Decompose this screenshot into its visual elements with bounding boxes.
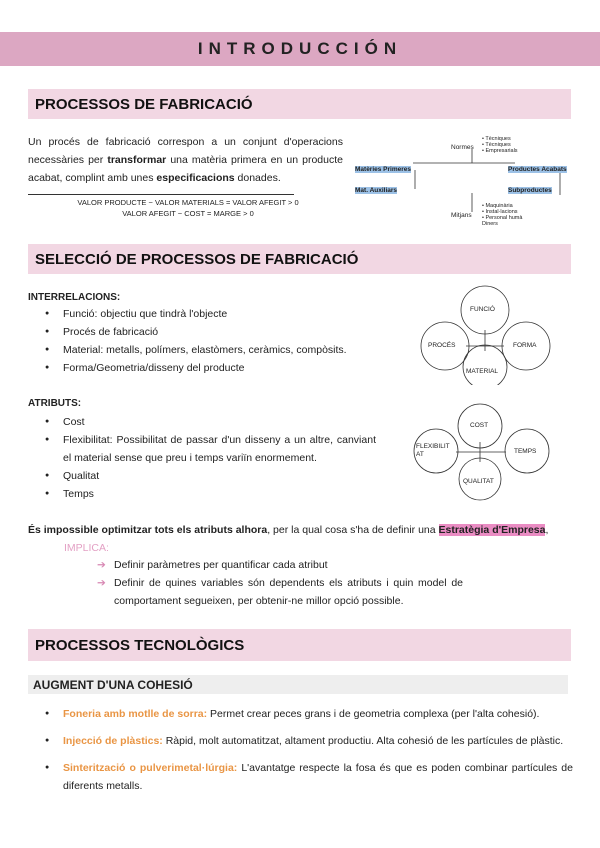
atributs-label: ATRIBUTS:	[28, 398, 82, 409]
implica-item	[97, 574, 463, 610]
materies-primeres-label: Matèries Primeres	[355, 166, 412, 173]
arrow-right-icon: ➔	[97, 559, 106, 571]
section-title: PROCESSOS TECNOLÒGICS	[35, 636, 245, 654]
text-run: una matèria primera en un producte acabat, complint amb unes	[28, 154, 343, 184]
list-item: ● Procés de fabricació	[28, 323, 398, 341]
section-header-fabricacio	[28, 89, 571, 119]
list-item	[28, 759, 573, 795]
formula-line-2: VALOR AFEGIT − COST = MARGE > 0	[122, 209, 254, 218]
mitjans-item: • Personal humà	[482, 215, 523, 221]
implica-list	[97, 556, 463, 610]
interrelacions-label: INTERRELACIONS:	[28, 292, 121, 303]
list-item: ● Material: metalls, polímers, elastòmers, ceràmics, compòsits.	[28, 341, 398, 359]
text-run: Un procés de fabricació correspon a un conjunt d'operacions necessàries per	[28, 136, 343, 166]
list-item: ● Funció: objectiu que tindrà l'objecte	[28, 305, 398, 323]
materials-auxiliars-label: Mat. Auxiliars	[355, 187, 398, 194]
subproductes-label: Subproductes	[508, 187, 552, 194]
implica-item	[97, 556, 463, 574]
proces-node: PROCÉS	[428, 342, 456, 349]
normes-list	[482, 136, 518, 154]
process-name: Injecció de plàstics:	[63, 735, 163, 747]
fabricacio-paragraph	[28, 133, 343, 187]
text-run: donades.	[234, 172, 281, 184]
mitjans-item: • Instal·lacions	[482, 209, 518, 215]
list-item: ● Cost	[28, 413, 376, 431]
highlight-estrategia: Estratègia d'Empresa	[438, 524, 546, 536]
list-item	[28, 732, 573, 750]
list-item: ● Temps	[28, 485, 376, 503]
text-bold: especificacions	[156, 172, 235, 184]
text-bold: transformar	[107, 154, 167, 166]
productes-acabats-label: Productes Acabats	[508, 166, 567, 173]
formula-line-1: VALOR PRODUCTE − VALOR MATERIALS = VALOR AFEGIT > 0	[77, 198, 299, 207]
list-item	[28, 705, 573, 723]
mitjans-list	[482, 203, 522, 227]
normes-label: Normes	[451, 144, 474, 151]
process-name: Foneria amb motlle de sorra:	[63, 708, 208, 720]
funcio-node: FUNCIÓ	[470, 306, 495, 313]
section-title: SELECCIÓ DE PROCESSOS DE FABRICACIÓ	[35, 250, 359, 268]
formula-box	[28, 197, 348, 219]
subsection-header-cohesio	[28, 675, 568, 694]
formula-divider	[28, 194, 294, 195]
normes-item: • Tècniques	[482, 142, 511, 148]
temps-node: TEMPS	[514, 448, 537, 455]
process-description: L'avantatge respecte la fosa és que es poden combinar partícules de diferents metalls.	[63, 762, 573, 792]
process-description: Ràpid, molt automatitzat, altament productiu. Alta cohesió de les partícules de plàstic.	[162, 735, 564, 747]
mitjans-label: Mitjans	[451, 212, 472, 219]
list-item: ● Flexibilitat: Possibilitat de passar d'un disseny a un altre, canviant el material sense que preu i temps variïn enormement.	[28, 431, 376, 467]
qualitat-node: QUALITAT	[463, 478, 494, 485]
forma-node: FORMA	[513, 342, 537, 349]
process-flow-diagram	[355, 133, 577, 233]
mitjans-item: Diners	[482, 221, 498, 227]
page-title-banner	[0, 32, 600, 66]
flexibilitat-node: FLEXIBILITAT	[416, 443, 450, 458]
impossible-paragraph	[28, 521, 573, 539]
text-run: , per la qual cosa s'ha de definir una	[267, 524, 439, 536]
section-header-seleccio	[28, 244, 571, 274]
interrelacions-list	[28, 305, 398, 377]
atributs-diagram	[410, 402, 565, 502]
implica-text: Definir de quines variables són dependents els atributs i quin model de comportament segueixen, per obtenir-ne millor opció possible.	[114, 577, 463, 607]
normes-item: • Tècniques	[482, 136, 511, 142]
implica-text: Definir paràmetres per quantificar cada atribut	[114, 559, 328, 571]
process-description: Permet crear peces grans i de geometria complexa (per l'alta cohesió).	[207, 708, 540, 720]
normes-item: • Empresarials	[482, 148, 518, 154]
section-title: PROCESSOS DE FABRICACIÓ	[35, 95, 253, 113]
page-title: INTRODUCCIÓN	[197, 39, 403, 58]
list-item: ● Forma/Geometria/disseny del producte	[28, 359, 398, 377]
list-item: ● Qualitat	[28, 467, 376, 485]
subsection-title: AUGMENT D'UNA COHESIÓ	[33, 677, 193, 692]
text-bold: És impossible optimitzar tots els atributs alhora	[28, 524, 268, 536]
cost-node: COST	[470, 422, 489, 429]
interrelacions-diagram	[418, 285, 568, 385]
implica-label: IMPLICA:	[64, 542, 109, 554]
process-name: Sinterització o pulverimetal·lúrgia:	[63, 762, 238, 774]
tecnologics-list	[28, 705, 573, 804]
arrow-right-icon: ➔	[97, 577, 106, 589]
text-run: ,	[545, 524, 549, 536]
material-node: MATERIAL	[466, 368, 499, 375]
section-header-tecnologics	[28, 629, 571, 661]
atributs-list	[28, 413, 376, 503]
mitjans-item: • Maquinària	[482, 203, 513, 209]
